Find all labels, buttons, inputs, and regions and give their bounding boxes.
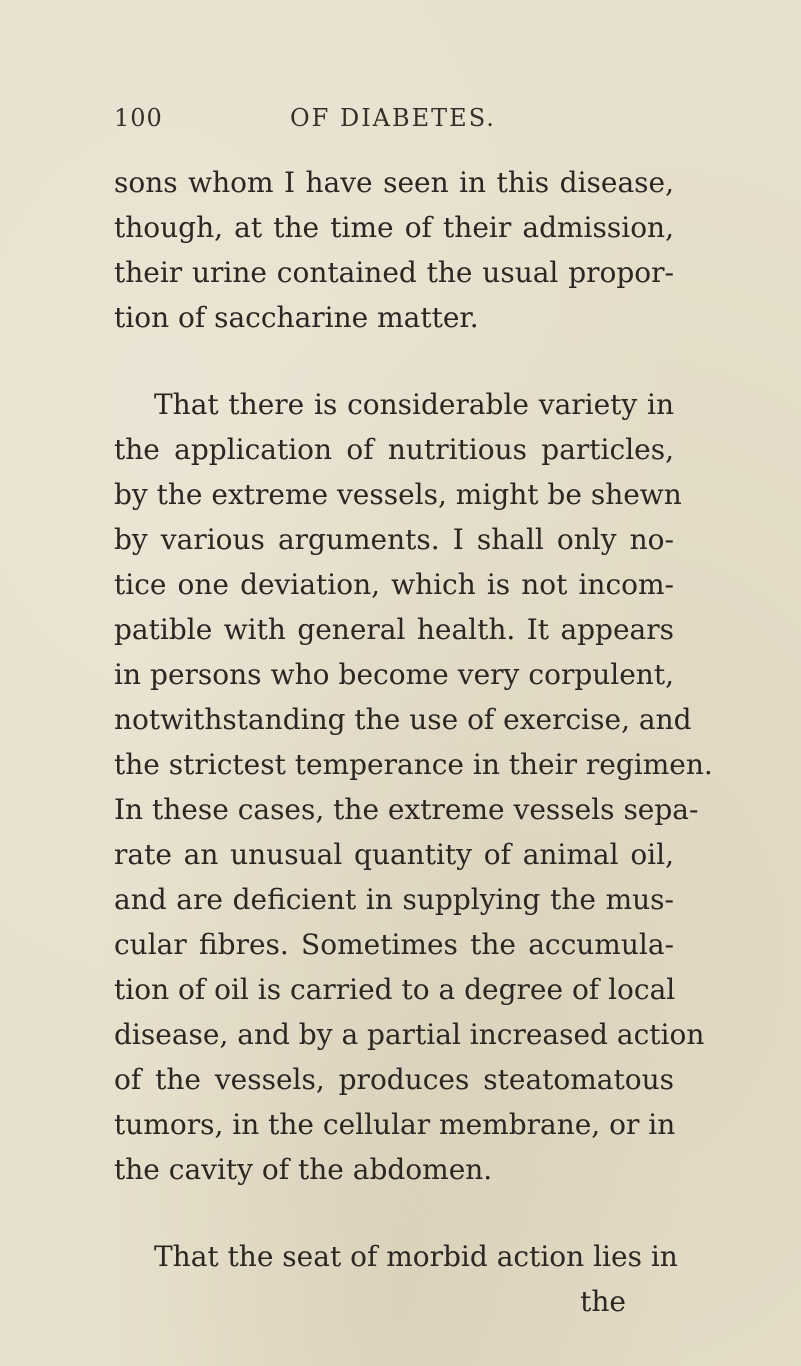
text-line: the strictest temperance in their regimen. (114, 748, 713, 781)
paragraph (114, 160, 674, 340)
paragraph-gap (114, 340, 674, 382)
text-line: notwithstanding the use of exercise, and (114, 703, 692, 736)
text-line: the cavity of the abdomen. (114, 1153, 493, 1186)
running-title: OF DIABETES. (290, 104, 496, 132)
text-line: the application of nutritious particles, (114, 433, 674, 466)
catchword: the (580, 1285, 626, 1318)
text-line: cular fibres. Sometimes the accumula- (114, 928, 674, 961)
paragraph (114, 382, 713, 1192)
page-number: 100 (114, 104, 163, 132)
body-text (114, 160, 713, 1324)
text-line: In these cases, the extreme vessels sepa- (114, 793, 699, 826)
text-line: of the vessels, produces steatomatous (114, 1063, 674, 1096)
text-line: their urine contained the usual propor- (114, 256, 674, 289)
paragraph (114, 1234, 678, 1279)
text-line: sons whom I have seen in this disease, (114, 166, 674, 199)
text-line: rate an unusual quantity of animal oil, (114, 838, 674, 871)
text-line: tumors, in the cellular membrane, or in (114, 1108, 676, 1141)
text-line: though, at the time of their admission, (114, 211, 674, 244)
text-line: and are deficient in supplying the mus- (114, 883, 674, 916)
text-line: tion of oil is carried to a degree of local (114, 973, 676, 1006)
text-line: tice one deviation, which is not incom- (114, 568, 674, 601)
text-line: That the seat of morbid action lies in (154, 1240, 678, 1273)
text-line: That there is considerable variety in (154, 388, 674, 421)
text-line: disease, and by a partial increased action (114, 1018, 705, 1051)
paragraph-gap (114, 1192, 674, 1234)
text-line: in persons who become very corpulent, (114, 658, 674, 691)
text-line: tion of saccharine matter. (114, 301, 479, 334)
page-header (114, 104, 674, 144)
text-line: by the extreme vessels, might be shewn (114, 478, 682, 511)
text-line: patible with general health. It appears (114, 613, 674, 646)
text-line: by various arguments. I shall only no- (114, 523, 674, 556)
